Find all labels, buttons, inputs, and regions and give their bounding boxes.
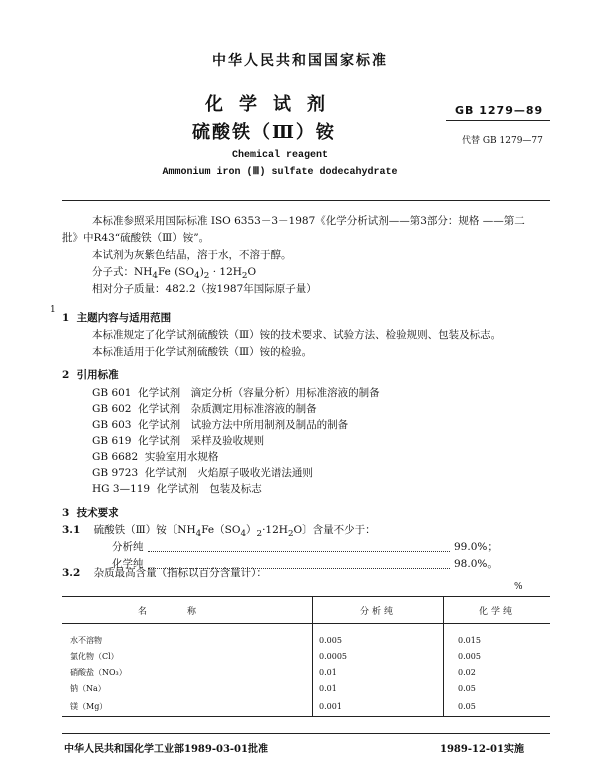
title-chemical-reagent: 化学试剂 (205, 94, 341, 115)
header-analytical-grade: 分析纯 (313, 597, 444, 624)
formula-text: $NH_4Fe$ $(SO_4)_2 \cdot 12H_2O$ (134, 266, 257, 282)
header-divider (62, 200, 550, 201)
margin-marker: 1 (50, 305, 56, 315)
cell-name: 镁（Mg） (62, 696, 313, 717)
table-row (62, 696, 550, 717)
reference-item: GB 601 化学试剂 滴定分析（容量分析）用标准溶液的制备 (92, 387, 380, 399)
cell-name: 水不溶物 (62, 624, 313, 649)
grade-chemical-label: 化学纯 (112, 558, 144, 570)
cell-name: 氯化物（Cl） (62, 648, 313, 664)
relative-molecular-mass: 相对分子质量：482.2（按1987年国际原子量） (92, 283, 317, 295)
reference-item: GB 602 化学试剂 杂质测定用标准溶液的制备 (92, 403, 317, 415)
national-standard-heading: 中华人民共和国国家标准 (212, 53, 388, 69)
header-name: 名称 (62, 597, 313, 624)
approval-statement: 中华人民共和国化学工业部1989-03-01批准 (64, 744, 268, 755)
table-row (62, 680, 550, 696)
grade-analytical-label: 分析纯 (112, 541, 144, 553)
implementation-date: 1989-12-01实施 (440, 744, 524, 755)
formula-label: 分子式： (92, 266, 134, 278)
replaces-standard: 代替 GB 1279—77 (462, 136, 543, 146)
section2-number: 2 (62, 369, 70, 381)
section1-title: 主题内容与适用范围 (76, 312, 172, 324)
section1-number: 1 (62, 312, 70, 324)
cell-name: 钠（Na） (62, 680, 313, 696)
section3-number: 3 (62, 507, 70, 519)
cell-analytical: 0.001 (313, 696, 444, 717)
table-row (62, 648, 550, 664)
cell-analytical: 0.005 (313, 624, 444, 649)
reference-item: GB 619 化学试剂 采样及验收规则 (92, 435, 265, 447)
standard-number-underline (446, 120, 550, 121)
percent-unit: % (514, 582, 523, 592)
english-title-line2: Ammonium iron (Ⅲ) sulfate dodecahydrate (162, 167, 398, 178)
cell-analytical: 0.01 (313, 680, 444, 696)
clause-3-2 (62, 565, 267, 581)
section1-para2: 本标准适用于化学试剂硫酸铁（Ⅲ）铵的检验。 (92, 346, 313, 358)
footer-divider (62, 733, 550, 734)
section3-title: 技术要求 (76, 507, 119, 519)
clause-3-1-text: 硫酸铁（Ⅲ）铵〔$NH_4Fe(SO_4)_2\cdot 12H_2O$〕含量不少于： (93, 524, 376, 540)
clause-3-1 (62, 522, 376, 542)
cell-analytical: 0.01 (313, 664, 444, 680)
clause-3-1-number: 3.1 (62, 524, 81, 536)
intro-line3: 本试剂为灰紫色结晶，溶于水，不溶于醇。 (92, 249, 292, 261)
grade-chemical-value: 98.0%。 (454, 558, 498, 570)
cell-chemical: 0.02 (458, 667, 476, 677)
reference-item: HG 3—119 化学试剂 包装及标志 (92, 483, 262, 495)
table-row (62, 624, 550, 649)
clause-3-2-number: 3.2 (62, 567, 81, 579)
cell-chemical: 0.05 (458, 683, 476, 693)
reference-item: GB 603 化学试剂 试验方法中所用制剂及制品的制备 (92, 419, 349, 431)
table-header-row (62, 597, 550, 624)
section1-para1: 本标准规定了化学试剂硫酸铁（Ⅲ）铵的技术要求、试验方法、检验规则、包装及标志。 (92, 329, 502, 341)
cell-name: 硝酸盐（NO₃） (62, 664, 313, 680)
clause-3-2-text: 杂质最高含量（指标以百分含量计）： (93, 567, 267, 579)
table-row (62, 664, 550, 680)
english-title-line1: Chemical reagent (231, 150, 328, 161)
header-chemical-grade: 化学纯 (444, 597, 551, 624)
section3-heading (62, 505, 119, 520)
section2-title: 引用标准 (76, 369, 119, 381)
intro-line2: 批》中R43“硫酸铁（Ⅲ）铵”。 (62, 232, 210, 244)
cell-chemical: 0.05 (444, 696, 551, 717)
grade-analytical-leader (148, 551, 450, 552)
reference-item: GB 9723 化学试剂 火焰原子吸收光谱法通则 (92, 467, 313, 479)
standard-number: GB 1279—89 (455, 104, 544, 117)
section2-heading (62, 367, 119, 382)
intro-line1: 本标准参照采用国际标准 ISO 6353－3－1987《化学分析试剂——第3部分：规格 ——第二 (92, 215, 525, 227)
section1-heading (62, 310, 171, 325)
cell-chemical: 0.005 (458, 651, 481, 661)
cell-analytical: 0.0005 (313, 648, 444, 664)
title-compound-name: 硫酸铁（Ⅲ）铵 (192, 122, 336, 143)
cell-chemical: 0.015 (458, 635, 481, 645)
impurity-table (62, 596, 550, 717)
reference-item: GB 6682 实验室用水规格 (92, 451, 219, 463)
grade-analytical-value: 99.0%； (454, 541, 498, 553)
